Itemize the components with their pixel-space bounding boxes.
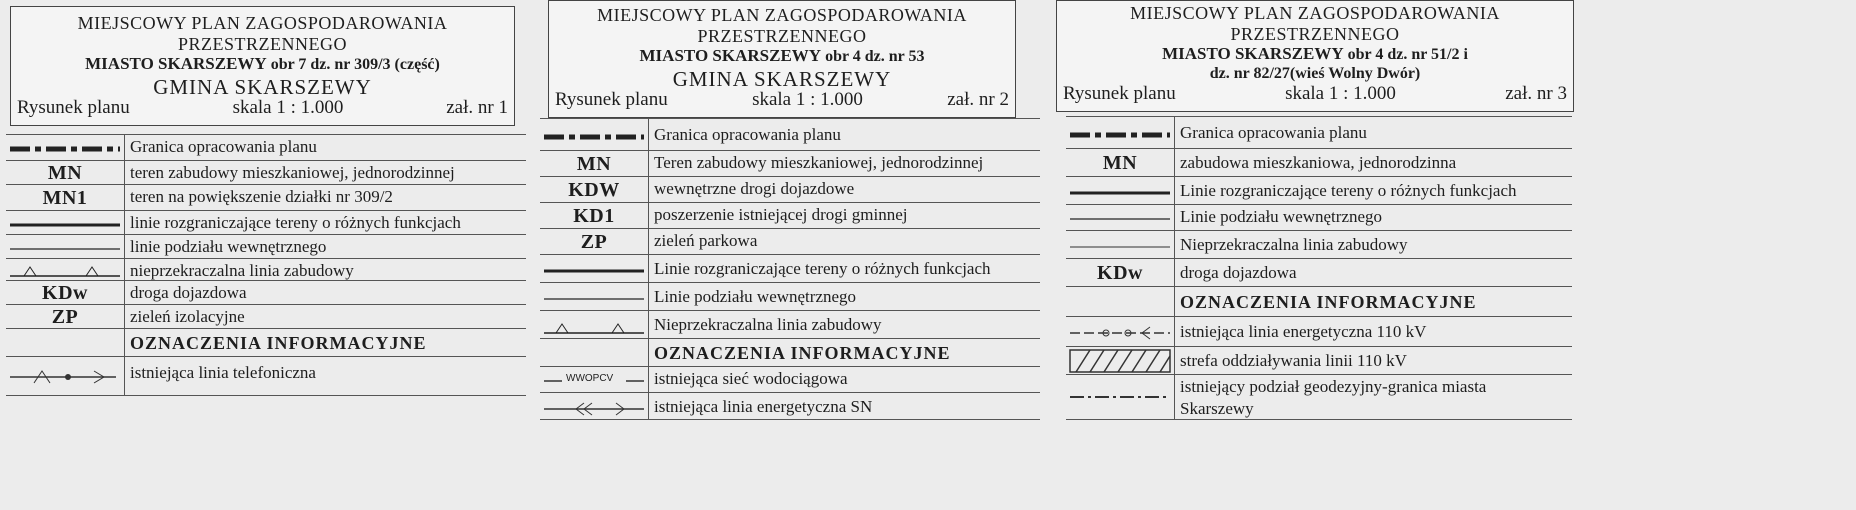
location: MIASTO SKARSZEWY [1162, 44, 1344, 64]
legend-row: linie rozgraniczające tereny o różnych funkcjach [6, 210, 526, 235]
plan-subtitle: PRZESTRZENNEGO [697, 25, 867, 46]
location: MIASTO SKARSZEWY [639, 46, 822, 66]
legend-row: KDw droga dojazdowa [6, 280, 526, 305]
legend-row [540, 338, 1040, 367]
info-heading: OZNACZENIA INFORMACYJNE [1180, 292, 1477, 312]
internal-line-symbol [1066, 205, 1174, 231]
drawing-label: Rysunek planu [555, 89, 668, 110]
panel-2-header [548, 0, 1016, 118]
panel-3-header [1056, 0, 1574, 112]
boundary-symbol [540, 119, 648, 151]
building-line-symbol [540, 311, 648, 339]
info-heading: OZNACZENIA INFORMACYJNE [130, 333, 427, 353]
legend-row: linie podziału wewnętrznego [6, 234, 526, 259]
code-mn1: MN1 [42, 186, 88, 209]
legend-row: istniejąca linia energetyczna SN [540, 392, 1040, 421]
plan-subtitle: PRZESTRZENNEGO [1230, 23, 1400, 44]
hv-line-symbol [1066, 317, 1174, 347]
code-zp: ZP [580, 230, 608, 253]
panel-1-header [10, 6, 515, 126]
legend-row: KDW wewnętrzne drogi dojazdowe [540, 176, 1040, 203]
location: MIASTO SKARSZEWY [85, 54, 267, 74]
divider-line-symbol [1066, 177, 1174, 205]
legend-row [1066, 286, 1572, 317]
legend-row: istniejąca linia energetyczna 110 kV [1066, 316, 1572, 347]
divider-line-symbol [540, 255, 648, 283]
code-kdw: KDw [1097, 261, 1143, 284]
scale-label: skala 1 : 1.000 [232, 97, 344, 118]
legend-row: nieprzekraczalna linia zabudowy [6, 258, 526, 281]
legend-row: Linie podziału wewnętrznego [540, 282, 1040, 311]
legend-row: istniejący podział geodezyjny-granica miasta Skarszewy [1066, 374, 1572, 421]
annex-label: zał. nr 1 [446, 97, 508, 118]
gmina: GMINA SKARSZEWY [672, 66, 892, 91]
parcel: obr 4 dz. nr 51/2 i [1347, 46, 1468, 64]
divider-line-symbol [6, 211, 124, 235]
boundary-symbol [6, 135, 124, 161]
code-zp: ZP [51, 305, 79, 328]
legend-row: Linie rozgraniczające tereny o różnych funkcjach [540, 254, 1040, 283]
legend-row: WWOPCV istniejąca sieć wodociągowa [540, 366, 1040, 393]
legend-row: Nieprzekraczalna linia zabudowy [1066, 230, 1572, 259]
panel-2-legend [540, 118, 1040, 420]
internal-line-symbol [540, 283, 648, 311]
code-mn: MN [1102, 151, 1138, 174]
building-line-symbol [1066, 231, 1174, 259]
scale-label: skala 1 : 1.000 [1285, 83, 1396, 104]
plan-title: MIEJSCOWY PLAN ZAGOSPODAROWANIA [1130, 3, 1500, 23]
plan-title: MIEJSCOWY PLAN ZAGOSPODAROWANIA [597, 5, 967, 25]
plan-title: MIEJSCOWY PLAN ZAGOSPODAROWANIA [77, 13, 448, 33]
gmina: GMINA SKARSZEWY [153, 74, 372, 99]
legend-row: strefa oddziaływania linii 110 kV [1066, 346, 1572, 375]
legend-row: istniejąca linia telefoniczna [6, 356, 526, 397]
hatched-zone-symbol [1066, 347, 1174, 375]
code-mn: MN [47, 161, 83, 184]
code-kdw: KDw [42, 281, 88, 304]
legend-row: MN Teren zabudowy mieszkaniowej, jednorodzinnej [540, 150, 1040, 177]
code-kdw: KDW [568, 178, 620, 201]
boundary-symbol [1066, 117, 1174, 149]
plan-subtitle: PRZESTRZENNEGO [178, 33, 347, 54]
legend-row: Nieprzekraczalna linia zabudowy [540, 310, 1040, 339]
info-heading: OZNACZENIA INFORMACYJNE [654, 343, 951, 363]
geodetic-boundary-symbol [1066, 375, 1174, 421]
legend-row: Linie rozgraniczające tereny o różnych funkcjach [1066, 176, 1572, 205]
parcel: obr 7 dz. nr 309/3 (część) [270, 56, 440, 74]
code-mn: MN [576, 152, 612, 175]
legend-row: KD1 poszerzenie istniejącej drogi gminnej [540, 202, 1040, 229]
legend-row: MN zabudowa mieszkaniowa, jednorodzinna [1066, 148, 1572, 177]
building-line-symbol [6, 259, 124, 281]
panel-3-legend [1066, 116, 1572, 420]
drawing-label: Rysunek planu [1063, 83, 1176, 104]
parcel: obr 4 dz. nr 53 [825, 48, 925, 66]
legend-row: ZP zieleń izolacyjne [6, 304, 526, 329]
legend-row: MN teren zabudowy mieszkaniowej, jednorodzinnej [6, 160, 526, 185]
legend-row: ZP zieleń parkowa [540, 228, 1040, 255]
legend-row: Granica opracowania planu [540, 118, 1040, 151]
legend-row: Granica opracowania planu [1066, 116, 1572, 149]
code-kd1: KD1 [573, 204, 615, 227]
parcel-second: dz. nr 82/27(wieś Wolny Dwór) [1209, 64, 1421, 82]
legend-row: MN1 teren na powiększenie działki nr 309/2 [6, 184, 526, 211]
internal-line-symbol [6, 235, 124, 259]
scale-label: skala 1 : 1.000 [752, 89, 863, 110]
annex-label: zał. nr 3 [1505, 83, 1567, 104]
panel-1-legend [6, 134, 526, 396]
legend-row: Granica opracowania planu [6, 134, 526, 161]
drawing-label: Rysunek planu [17, 97, 130, 118]
legend-row: KDw droga dojazdowa [1066, 258, 1572, 287]
legend-row: Linie podziału wewnętrznego [1066, 204, 1572, 231]
legend-row [6, 328, 526, 357]
telephone-line-symbol [6, 357, 124, 397]
power-line-symbol [540, 393, 648, 421]
annex-label: zał. nr 2 [947, 89, 1009, 110]
water-symbol-label: WWOPCV [566, 373, 614, 384]
